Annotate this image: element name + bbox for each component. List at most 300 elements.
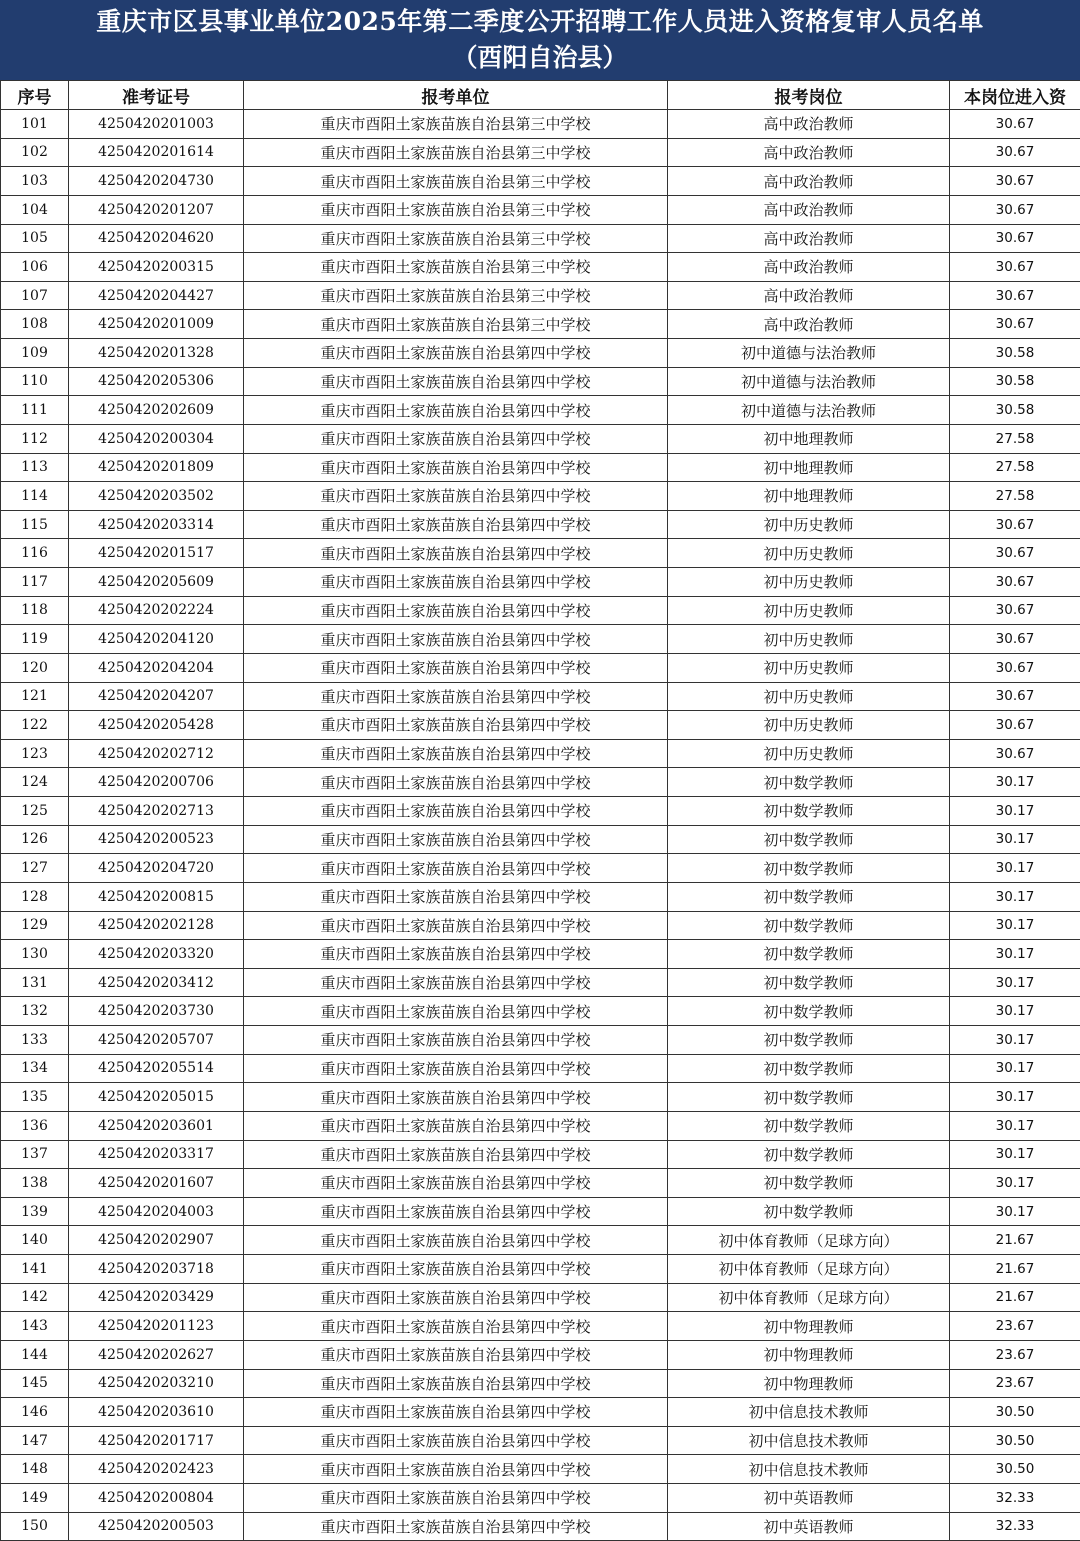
cell-seq: 136 [1, 1111, 69, 1140]
cell-exam-id: 4250420205707 [69, 1026, 244, 1055]
cell-score: 30.67 [950, 510, 1080, 539]
cell-post: 初中信息技术教师 [668, 1455, 950, 1484]
cell-post: 初中物理教师 [668, 1369, 950, 1398]
cell-post: 初中体育教师（足球方向） [668, 1283, 950, 1312]
cell-seq: 126 [1, 825, 69, 854]
cell-score: 30.17 [950, 1197, 1080, 1226]
table-row [1, 367, 1080, 396]
cell-post: 初中数学教师 [668, 997, 950, 1026]
cell-score: 30.50 [950, 1426, 1080, 1455]
cell-unit: 重庆市酉阳土家族苗族自治县第四中学校 [244, 711, 668, 740]
cell-exam-id: 4250420203429 [69, 1283, 244, 1312]
cell-post: 初中英语教师 [668, 1512, 950, 1541]
cell-exam-id: 4250420201607 [69, 1169, 244, 1198]
cell-post: 高中政治教师 [668, 224, 950, 253]
cell-seq: 128 [1, 882, 69, 911]
cell-unit: 重庆市酉阳土家族苗族自治县第四中学校 [244, 797, 668, 826]
cell-exam-id: 4250420200804 [69, 1484, 244, 1513]
cell-post: 高中政治教师 [668, 138, 950, 167]
table-row [1, 510, 1080, 539]
cell-unit: 重庆市酉阳土家族苗族自治县第四中学校 [244, 739, 668, 768]
cell-score: 23.67 [950, 1369, 1080, 1398]
table-row [1, 453, 1080, 482]
cell-seq: 137 [1, 1140, 69, 1169]
cell-unit: 重庆市酉阳土家族苗族自治县第四中学校 [244, 396, 668, 425]
cell-post: 初中历史教师 [668, 682, 950, 711]
table-row [1, 1426, 1080, 1455]
cell-score: 30.17 [950, 882, 1080, 911]
table-row [1, 167, 1080, 196]
cell-unit: 重庆市酉阳土家族苗族自治县第四中学校 [244, 997, 668, 1026]
table-row [1, 1255, 1080, 1284]
cell-seq: 139 [1, 1197, 69, 1226]
cell-unit: 重庆市酉阳土家族苗族自治县第四中学校 [244, 1340, 668, 1369]
cell-post: 高中政治教师 [668, 167, 950, 196]
cell-post: 初中历史教师 [668, 625, 950, 654]
cell-seq: 123 [1, 739, 69, 768]
cell-exam-id: 4250420202423 [69, 1455, 244, 1484]
cell-seq: 150 [1, 1512, 69, 1541]
cell-score: 30.67 [950, 539, 1080, 568]
cell-exam-id: 4250420201717 [69, 1426, 244, 1455]
cell-post: 初中道德与法治教师 [668, 339, 950, 368]
cell-unit: 重庆市酉阳土家族苗族自治县第三中学校 [244, 310, 668, 339]
cell-post: 初中信息技术教师 [668, 1426, 950, 1455]
cell-score: 30.67 [950, 739, 1080, 768]
cell-seq: 119 [1, 625, 69, 654]
cell-score: 30.58 [950, 367, 1080, 396]
cell-score: 30.67 [950, 138, 1080, 167]
cell-unit: 重庆市酉阳土家族苗族自治县第四中学校 [244, 1369, 668, 1398]
cell-unit: 重庆市酉阳土家族苗族自治县第四中学校 [244, 568, 668, 597]
cell-seq: 138 [1, 1169, 69, 1198]
table-row [1, 596, 1080, 625]
table-row [1, 625, 1080, 654]
cell-post: 初中体育教师（足球方向） [668, 1226, 950, 1255]
cell-exam-id: 4250420201328 [69, 339, 244, 368]
cell-exam-id: 4250420200304 [69, 424, 244, 453]
cell-exam-id: 4250420201003 [69, 110, 244, 139]
cell-unit: 重庆市酉阳土家族苗族自治县第四中学校 [244, 1283, 668, 1312]
cell-post: 初中数学教师 [668, 1197, 950, 1226]
cell-score: 30.17 [950, 854, 1080, 883]
cell-score: 30.67 [950, 224, 1080, 253]
cell-unit: 重庆市酉阳土家族苗族自治县第四中学校 [244, 911, 668, 940]
cell-unit: 重庆市酉阳土家族苗族自治县第四中学校 [244, 539, 668, 568]
cell-seq: 105 [1, 224, 69, 253]
cell-post: 初中数学教师 [668, 1169, 950, 1198]
cell-post: 初中数学教师 [668, 797, 950, 826]
table-row [1, 968, 1080, 997]
cell-post: 高中政治教师 [668, 310, 950, 339]
cell-seq: 114 [1, 482, 69, 511]
cell-post: 初中数学教师 [668, 940, 950, 969]
cell-score: 21.67 [950, 1283, 1080, 1312]
cell-seq: 127 [1, 854, 69, 883]
cell-exam-id: 4250420205609 [69, 568, 244, 597]
cell-score: 27.58 [950, 453, 1080, 482]
cell-unit: 重庆市酉阳土家族苗族自治县第四中学校 [244, 1026, 668, 1055]
cell-unit: 重庆市酉阳土家族苗族自治县第四中学校 [244, 510, 668, 539]
cell-seq: 149 [1, 1484, 69, 1513]
cell-exam-id: 4250420201809 [69, 453, 244, 482]
cell-post: 初中地理教师 [668, 482, 950, 511]
cell-score: 30.17 [950, 1140, 1080, 1169]
cell-seq: 118 [1, 596, 69, 625]
cell-unit: 重庆市酉阳土家族苗族自治县第四中学校 [244, 940, 668, 969]
cell-seq: 133 [1, 1026, 69, 1055]
table-row [1, 1083, 1080, 1112]
page-subtitle: （酉阳自治县） [0, 40, 1080, 76]
cell-seq: 143 [1, 1312, 69, 1341]
cell-seq: 106 [1, 253, 69, 282]
cell-seq: 146 [1, 1398, 69, 1427]
table-row [1, 1226, 1080, 1255]
cell-post: 初中道德与法治教师 [668, 396, 950, 425]
cell-seq: 142 [1, 1283, 69, 1312]
table-header-row [1, 81, 1080, 110]
cell-score: 30.67 [950, 253, 1080, 282]
cell-score: 21.67 [950, 1255, 1080, 1284]
cell-exam-id: 4250420201517 [69, 539, 244, 568]
cell-exam-id: 4250420203210 [69, 1369, 244, 1398]
table-row [1, 711, 1080, 740]
cell-exam-id: 4250420204730 [69, 167, 244, 196]
table-row [1, 224, 1080, 253]
cell-unit: 重庆市酉阳土家族苗族自治县第四中学校 [244, 1398, 668, 1427]
table-row [1, 1312, 1080, 1341]
cell-unit: 重庆市酉阳土家族苗族自治县第四中学校 [244, 1140, 668, 1169]
cell-post: 初中历史教师 [668, 510, 950, 539]
cell-seq: 104 [1, 195, 69, 224]
cell-score: 30.17 [950, 1111, 1080, 1140]
cell-seq: 132 [1, 997, 69, 1026]
cell-exam-id: 4250420203412 [69, 968, 244, 997]
cell-unit: 重庆市酉阳土家族苗族自治县第四中学校 [244, 1255, 668, 1284]
cell-exam-id: 4250420203320 [69, 940, 244, 969]
cell-score: 30.17 [950, 940, 1080, 969]
table-row [1, 482, 1080, 511]
cell-post: 初中历史教师 [668, 711, 950, 740]
cell-post: 初中地理教师 [668, 424, 950, 453]
table-body [1, 110, 1080, 1541]
cell-unit: 重庆市酉阳土家族苗族自治县第四中学校 [244, 1312, 668, 1341]
cell-unit: 重庆市酉阳土家族苗族自治县第三中学校 [244, 224, 668, 253]
cell-score: 30.67 [950, 310, 1080, 339]
table-row [1, 1455, 1080, 1484]
cell-exam-id: 4250420203610 [69, 1398, 244, 1427]
title-banner [0, 0, 1080, 80]
cell-exam-id: 4250420205306 [69, 367, 244, 396]
cell-score: 30.67 [950, 568, 1080, 597]
cell-exam-id: 4250420204720 [69, 854, 244, 883]
cell-score: 30.17 [950, 911, 1080, 940]
cell-exam-id: 4250420204204 [69, 653, 244, 682]
table-row [1, 1197, 1080, 1226]
table-row [1, 653, 1080, 682]
cell-score: 30.17 [950, 1026, 1080, 1055]
cell-unit: 重庆市酉阳土家族苗族自治县第四中学校 [244, 682, 668, 711]
cell-post: 初中英语教师 [668, 1484, 950, 1513]
cell-score: 30.17 [950, 1083, 1080, 1112]
table-row [1, 739, 1080, 768]
cell-score: 30.50 [950, 1455, 1080, 1484]
cell-post: 高中政治教师 [668, 253, 950, 282]
cell-seq: 130 [1, 940, 69, 969]
table-row [1, 424, 1080, 453]
table-row [1, 1398, 1080, 1427]
cell-seq: 135 [1, 1083, 69, 1112]
cell-post: 初中体育教师（足球方向） [668, 1255, 950, 1284]
cell-post: 初中数学教师 [668, 1140, 950, 1169]
cell-unit: 重庆市酉阳土家族苗族自治县第三中学校 [244, 167, 668, 196]
table-row [1, 1111, 1080, 1140]
cell-exam-id: 4250420200706 [69, 768, 244, 797]
cell-post: 初中数学教师 [668, 1111, 950, 1140]
cell-unit: 重庆市酉阳土家族苗族自治县第三中学校 [244, 253, 668, 282]
cell-post: 初中数学教师 [668, 1026, 950, 1055]
cell-unit: 重庆市酉阳土家族苗族自治县第四中学校 [244, 596, 668, 625]
cell-seq: 107 [1, 281, 69, 310]
cell-exam-id: 4250420200815 [69, 882, 244, 911]
table-row [1, 568, 1080, 597]
cell-post: 初中数学教师 [668, 1083, 950, 1112]
cell-score: 30.17 [950, 768, 1080, 797]
table-row [1, 1026, 1080, 1055]
cell-unit: 重庆市酉阳土家族苗族自治县第四中学校 [244, 653, 668, 682]
cell-exam-id: 4250420204120 [69, 625, 244, 654]
cell-seq: 101 [1, 110, 69, 139]
cell-seq: 125 [1, 797, 69, 826]
cell-exam-id: 4250420201207 [69, 195, 244, 224]
cell-unit: 重庆市酉阳土家族苗族自治县第四中学校 [244, 1226, 668, 1255]
cell-unit: 重庆市酉阳土家族苗族自治县第四中学校 [244, 1054, 668, 1083]
cell-seq: 134 [1, 1054, 69, 1083]
cell-seq: 115 [1, 510, 69, 539]
cell-unit: 重庆市酉阳土家族苗族自治县第四中学校 [244, 453, 668, 482]
cell-seq: 140 [1, 1226, 69, 1255]
cell-post: 初中道德与法治教师 [668, 367, 950, 396]
cell-post: 初中数学教师 [668, 854, 950, 883]
cell-exam-id: 4250420201009 [69, 310, 244, 339]
cell-exam-id: 4250420201123 [69, 1312, 244, 1341]
cell-seq: 148 [1, 1455, 69, 1484]
cell-unit: 重庆市酉阳土家族苗族自治县第四中学校 [244, 625, 668, 654]
cell-post: 初中数学教师 [668, 911, 950, 940]
header-seq: 序号 [1, 81, 69, 110]
cell-exam-id: 4250420201614 [69, 138, 244, 167]
cell-seq: 108 [1, 310, 69, 339]
cell-unit: 重庆市酉阳土家族苗族自治县第四中学校 [244, 768, 668, 797]
cell-unit: 重庆市酉阳土家族苗族自治县第四中学校 [244, 482, 668, 511]
table-row [1, 1512, 1080, 1541]
cell-score: 30.67 [950, 110, 1080, 139]
cell-post: 初中数学教师 [668, 1054, 950, 1083]
table-row [1, 1283, 1080, 1312]
header-post: 报考岗位 [668, 81, 950, 110]
cell-exam-id: 4250420204427 [69, 281, 244, 310]
cell-score: 30.17 [950, 1169, 1080, 1198]
cell-seq: 147 [1, 1426, 69, 1455]
header-score: 本岗位进入资 [950, 81, 1080, 110]
cell-post: 初中数学教师 [668, 768, 950, 797]
table-row [1, 1140, 1080, 1169]
header-unit: 报考单位 [244, 81, 668, 110]
cell-unit: 重庆市酉阳土家族苗族自治县第四中学校 [244, 1426, 668, 1455]
cell-exam-id: 4250420200315 [69, 253, 244, 282]
table-row [1, 1484, 1080, 1513]
cell-score: 30.50 [950, 1398, 1080, 1427]
cell-score: 30.58 [950, 339, 1080, 368]
table-row [1, 1054, 1080, 1083]
table-row [1, 281, 1080, 310]
cell-score: 32.33 [950, 1484, 1080, 1513]
cell-score: 30.17 [950, 825, 1080, 854]
table-row [1, 940, 1080, 969]
table-row [1, 682, 1080, 711]
cell-exam-id: 4250420203718 [69, 1255, 244, 1284]
cell-post: 初中地理教师 [668, 453, 950, 482]
cell-post: 初中数学教师 [668, 825, 950, 854]
cell-exam-id: 4250420202713 [69, 797, 244, 826]
table-row [1, 1169, 1080, 1198]
cell-score: 30.67 [950, 281, 1080, 310]
cell-unit: 重庆市酉阳土家族苗族自治县第四中学校 [244, 339, 668, 368]
cell-seq: 131 [1, 968, 69, 997]
cell-exam-id: 4250420200523 [69, 825, 244, 854]
cell-post: 初中历史教师 [668, 568, 950, 597]
cell-exam-id: 4250420200503 [69, 1512, 244, 1541]
cell-unit: 重庆市酉阳土家族苗族自治县第四中学校 [244, 825, 668, 854]
cell-post: 初中信息技术教师 [668, 1398, 950, 1427]
cell-exam-id: 4250420203314 [69, 510, 244, 539]
table-row [1, 1369, 1080, 1398]
cell-score: 30.67 [950, 625, 1080, 654]
page-title: 重庆市区县事业单位2025年第二季度公开招聘工作人员进入资格复审人员名单 [0, 4, 1080, 40]
cell-unit: 重庆市酉阳土家族苗族自治县第四中学校 [244, 968, 668, 997]
cell-unit: 重庆市酉阳土家族苗族自治县第三中学校 [244, 195, 668, 224]
cell-post: 初中数学教师 [668, 968, 950, 997]
cell-unit: 重庆市酉阳土家族苗族自治县第四中学校 [244, 1083, 668, 1112]
cell-unit: 重庆市酉阳土家族苗族自治县第四中学校 [244, 1197, 668, 1226]
cell-post: 高中政治教师 [668, 281, 950, 310]
cell-unit: 重庆市酉阳土家族苗族自治县第四中学校 [244, 1512, 668, 1541]
cell-exam-id: 4250420202907 [69, 1226, 244, 1255]
cell-seq: 112 [1, 424, 69, 453]
cell-score: 30.67 [950, 167, 1080, 196]
cell-unit: 重庆市酉阳土家族苗族自治县第四中学校 [244, 1484, 668, 1513]
cell-unit: 重庆市酉阳土家族苗族自治县第四中学校 [244, 882, 668, 911]
cell-score: 30.67 [950, 682, 1080, 711]
cell-post: 初中历史教师 [668, 739, 950, 768]
cell-post: 初中数学教师 [668, 882, 950, 911]
cell-exam-id: 4250420204207 [69, 682, 244, 711]
table-row [1, 339, 1080, 368]
cell-seq: 144 [1, 1340, 69, 1369]
table-row [1, 854, 1080, 883]
cell-score: 30.67 [950, 653, 1080, 682]
table-row [1, 882, 1080, 911]
cell-unit: 重庆市酉阳土家族苗族自治县第四中学校 [244, 1111, 668, 1140]
cell-exam-id: 4250420205514 [69, 1054, 244, 1083]
cell-post: 高中政治教师 [668, 195, 950, 224]
cell-unit: 重庆市酉阳土家族苗族自治县第四中学校 [244, 1455, 668, 1484]
cell-seq: 141 [1, 1255, 69, 1284]
cell-unit: 重庆市酉阳土家族苗族自治县第三中学校 [244, 110, 668, 139]
cell-score: 32.33 [950, 1512, 1080, 1541]
table-row [1, 195, 1080, 224]
cell-seq: 113 [1, 453, 69, 482]
cell-unit: 重庆市酉阳土家族苗族自治县第四中学校 [244, 1169, 668, 1198]
cell-score: 30.17 [950, 1054, 1080, 1083]
cell-score: 30.67 [950, 596, 1080, 625]
cell-seq: 109 [1, 339, 69, 368]
cell-exam-id: 4250420203601 [69, 1111, 244, 1140]
table-row [1, 1340, 1080, 1369]
cell-score: 23.67 [950, 1340, 1080, 1369]
cell-exam-id: 4250420202128 [69, 911, 244, 940]
table-row [1, 911, 1080, 940]
table-row [1, 396, 1080, 425]
cell-seq: 120 [1, 653, 69, 682]
cell-score: 30.67 [950, 711, 1080, 740]
cell-exam-id: 4250420204620 [69, 224, 244, 253]
cell-unit: 重庆市酉阳土家族苗族自治县第三中学校 [244, 138, 668, 167]
cell-exam-id: 4250420205428 [69, 711, 244, 740]
cell-post: 初中历史教师 [668, 596, 950, 625]
cell-post: 高中政治教师 [668, 110, 950, 139]
cell-seq: 110 [1, 367, 69, 396]
table-row [1, 110, 1080, 139]
cell-score: 23.67 [950, 1312, 1080, 1341]
cell-seq: 117 [1, 568, 69, 597]
cell-score: 27.58 [950, 482, 1080, 511]
cell-seq: 124 [1, 768, 69, 797]
table-row [1, 797, 1080, 826]
cell-score: 27.58 [950, 424, 1080, 453]
table-row [1, 310, 1080, 339]
cell-seq: 111 [1, 396, 69, 425]
cell-score: 30.67 [950, 195, 1080, 224]
cell-exam-id: 4250420205015 [69, 1083, 244, 1112]
cell-seq: 129 [1, 911, 69, 940]
cell-seq: 121 [1, 682, 69, 711]
table-row [1, 253, 1080, 282]
cell-score: 30.17 [950, 997, 1080, 1026]
cell-unit: 重庆市酉阳土家族苗族自治县第三中学校 [244, 281, 668, 310]
cell-post: 初中历史教师 [668, 539, 950, 568]
cell-score: 21.67 [950, 1226, 1080, 1255]
cell-post: 初中物理教师 [668, 1312, 950, 1341]
cell-unit: 重庆市酉阳土家族苗族自治县第四中学校 [244, 424, 668, 453]
cell-exam-id: 4250420203502 [69, 482, 244, 511]
cell-score: 30.17 [950, 797, 1080, 826]
cell-score: 30.17 [950, 968, 1080, 997]
cell-seq: 145 [1, 1369, 69, 1398]
table-row [1, 768, 1080, 797]
table-row [1, 539, 1080, 568]
cell-exam-id: 4250420202224 [69, 596, 244, 625]
header-exam-id: 准考证号 [69, 81, 244, 110]
candidate-table [0, 80, 1080, 1541]
table-row [1, 825, 1080, 854]
cell-exam-id: 4250420202712 [69, 739, 244, 768]
cell-unit: 重庆市酉阳土家族苗族自治县第四中学校 [244, 854, 668, 883]
table-row [1, 138, 1080, 167]
cell-exam-id: 4250420203317 [69, 1140, 244, 1169]
cell-exam-id: 4250420204003 [69, 1197, 244, 1226]
table-row [1, 997, 1080, 1026]
